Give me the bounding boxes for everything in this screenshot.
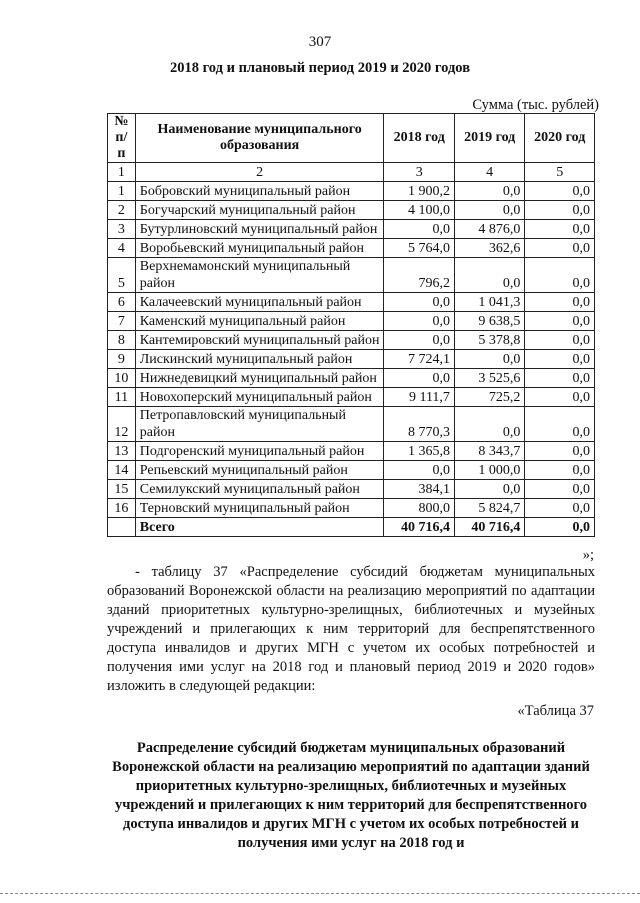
row-value-2020: 0,0 (525, 388, 595, 407)
row-value-2019: 3 525,6 (454, 369, 524, 388)
row-value-2019: 0,0 (454, 258, 524, 293)
row-value-2019: 4 876,0 (454, 220, 524, 239)
table-row (108, 331, 595, 350)
row-num: 5 (108, 258, 136, 293)
row-value-2018: 800,0 (384, 499, 454, 518)
row-name: Нижнедевицкий муниципальный район (135, 369, 384, 388)
total-label: Всего (135, 518, 384, 537)
row-value-2018: 8 770,3 (384, 407, 454, 442)
index-cell: 3 (384, 163, 454, 182)
row-num: 13 (108, 442, 136, 461)
row-value-2020: 0,0 (525, 220, 595, 239)
row-value-2019: 362,6 (454, 239, 524, 258)
row-value-2018: 0,0 (384, 312, 454, 331)
row-num: 4 (108, 239, 136, 258)
column-index-row (108, 163, 595, 182)
index-cell: 4 (454, 163, 524, 182)
row-value-2018: 796,2 (384, 258, 454, 293)
row-num: 7 (108, 312, 136, 331)
row-name: Семилукский муниципальный район (135, 480, 384, 499)
row-value-2018: 1 365,8 (384, 442, 454, 461)
table-row (108, 258, 595, 293)
index-cell: 2 (135, 163, 384, 182)
table-row (108, 239, 595, 258)
table-row (108, 220, 595, 239)
row-value-2020: 0,0 (525, 461, 595, 480)
row-name: Петропавловский муниципальный район (135, 407, 384, 442)
row-value-2018: 0,0 (384, 293, 454, 312)
header-2018: 2018 год (384, 114, 454, 163)
row-num: 14 (108, 461, 136, 480)
row-name: Репьевский муниципальный район (135, 461, 384, 480)
amendment-paragraph: - таблицу 37 «Распределение субсидий бюджетам муниципальных образований Воронежской области на реализацию мероприятий по адаптации зданий приоритетных культурно-зрелищных, библиотечных и музейных учреждений и прилегающих к ним территорий для беспрепятственного доступа инвалидов и других МГН с учетом их особых потребностей и получения ими услуг на 2018 год и плановый период 2019 и 2020 годов» изложить в следующей редакции: (107, 564, 595, 694)
row-num: 15 (108, 480, 136, 499)
row-value-2020: 0,0 (525, 258, 595, 293)
row-value-2018: 7 724,1 (384, 350, 454, 369)
row-num: 12 (108, 407, 136, 442)
row-name: Подгоренский муниципальный район (135, 442, 384, 461)
row-value-2018: 0,0 (384, 220, 454, 239)
table-row (108, 499, 595, 518)
row-name: Калачеевский муниципальный район (135, 293, 384, 312)
table-row (108, 182, 595, 201)
total-2018: 40 716,4 (384, 518, 454, 537)
row-name: Бобровский муниципальный район (135, 182, 384, 201)
table-total-row (108, 518, 595, 537)
row-name: Бутурлиновский муниципальный район (135, 220, 384, 239)
row-value-2018: 5 764,0 (384, 239, 454, 258)
table-row (108, 293, 595, 312)
total-2019: 40 716,4 (454, 518, 524, 537)
row-value-2019: 9 638,5 (454, 312, 524, 331)
table-row (108, 312, 595, 331)
row-value-2020: 0,0 (525, 331, 595, 350)
table-row (108, 369, 595, 388)
row-value-2020: 0,0 (525, 350, 595, 369)
row-num: 11 (108, 388, 136, 407)
row-value-2019: 1 000,0 (454, 461, 524, 480)
index-cell: 1 (108, 163, 136, 182)
page-bottom-edge (0, 893, 640, 894)
row-value-2019: 5 824,7 (454, 499, 524, 518)
row-value-2018: 9 111,7 (384, 388, 454, 407)
row-name: Новохоперский муниципальный район (135, 388, 384, 407)
page-number: 307 (308, 34, 332, 50)
header-2019: 2019 год (454, 114, 524, 163)
row-num: 3 (108, 220, 136, 239)
row-value-2020: 0,0 (525, 407, 595, 442)
row-value-2020: 0,0 (525, 182, 595, 201)
units-label: Сумма (тыс. рублей) (472, 97, 599, 113)
header-num: № п/п (108, 114, 136, 163)
row-num: 10 (108, 369, 136, 388)
row-value-2020: 0,0 (525, 369, 595, 388)
table-header-row (108, 114, 595, 163)
table-row (108, 442, 595, 461)
index-cell: 5 (525, 163, 595, 182)
row-num: 9 (108, 350, 136, 369)
row-value-2019: 8 343,7 (454, 442, 524, 461)
row-value-2020: 0,0 (525, 239, 595, 258)
table-row (108, 480, 595, 499)
table-37-title: Распределение субсидий бюджетам муниципальных образований Воронежской области на реализацию мероприятий по адаптации зданий приоритетных культурно-зрелищных, библиотечных и музейных учреждений и прилегающих к ним территорий для беспрепятственного доступа инвалидов и других МГН с учетом их особых потребностей и получения ими услуг на 2018 год и (112, 740, 590, 851)
closing-quote: »; (582, 547, 594, 563)
row-value-2019: 0,0 (454, 182, 524, 201)
row-num: 6 (108, 293, 136, 312)
row-value-2020: 0,0 (525, 499, 595, 518)
row-value-2020: 0,0 (525, 442, 595, 461)
row-name: Верхнемамонский муниципальный район (135, 258, 384, 293)
page-heading: 2018 год и плановый период 2019 и 2020 годов (169, 60, 471, 76)
row-num: 2 (108, 201, 136, 220)
row-value-2019: 0,0 (454, 407, 524, 442)
row-value-2018: 0,0 (384, 461, 454, 480)
row-value-2019: 0,0 (454, 480, 524, 499)
row-name: Лискинский муниципальный район (135, 350, 384, 369)
table-row (108, 461, 595, 480)
row-num: 1 (108, 182, 136, 201)
row-value-2018: 384,1 (384, 480, 454, 499)
row-value-2018: 4 100,0 (384, 201, 454, 220)
row-value-2019: 0,0 (454, 201, 524, 220)
row-value-2018: 0,0 (384, 369, 454, 388)
header-2020: 2020 год (525, 114, 595, 163)
row-value-2020: 0,0 (525, 312, 595, 331)
row-value-2019: 0,0 (454, 350, 524, 369)
row-num: 8 (108, 331, 136, 350)
row-value-2020: 0,0 (525, 293, 595, 312)
row-name: Терновский муниципальный район (135, 499, 384, 518)
subsidy-table (107, 113, 595, 537)
table-row (108, 388, 595, 407)
header-name: Наименование муниципального образования (135, 114, 384, 163)
row-value-2019: 5 378,8 (454, 331, 524, 350)
row-num: 16 (108, 499, 136, 518)
row-value-2019: 1 041,3 (454, 293, 524, 312)
row-name: Воробьевский муниципальный район (135, 239, 384, 258)
row-name: Богучарский муниципальный район (135, 201, 384, 220)
table-row (108, 201, 595, 220)
table-37-label: «Таблица 37 (517, 703, 594, 719)
row-value-2018: 1 900,2 (384, 182, 454, 201)
total-num-cell (108, 518, 136, 537)
row-name: Каменский муниципальный район (135, 312, 384, 331)
row-name: Кантемировский муниципальный район (135, 331, 384, 350)
row-value-2019: 725,2 (454, 388, 524, 407)
row-value-2018: 0,0 (384, 331, 454, 350)
row-value-2020: 0,0 (525, 201, 595, 220)
row-value-2020: 0,0 (525, 480, 595, 499)
table-row (108, 407, 595, 442)
table-row (108, 350, 595, 369)
total-2020: 0,0 (525, 518, 595, 537)
